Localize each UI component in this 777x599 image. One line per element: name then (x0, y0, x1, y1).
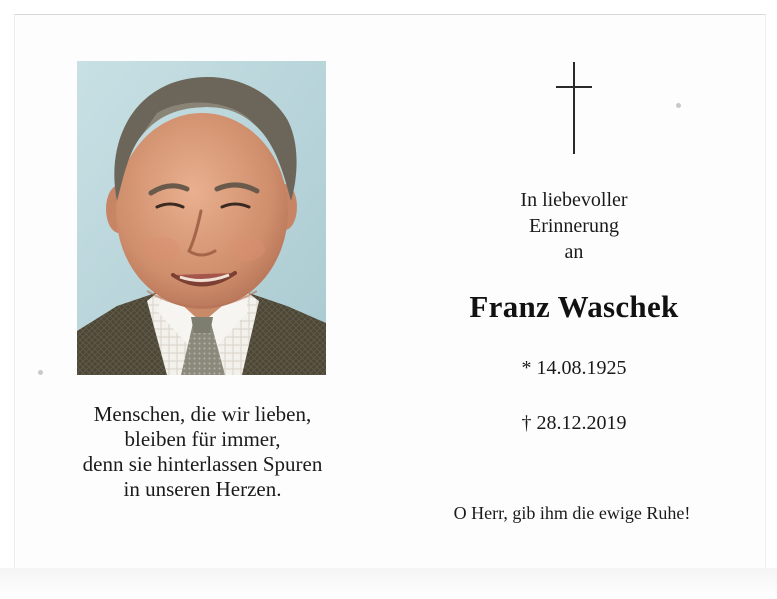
quote-line: in unseren Herzen. (123, 477, 282, 501)
intro-line: Erinnerung (529, 215, 619, 237)
paper-speck (676, 103, 681, 108)
quote-line: denn sie hinterlassen Spuren (82, 452, 323, 476)
quote-line: Menschen, die wir lieben, (93, 402, 312, 426)
deceased-name: Franz Waschek (469, 289, 679, 324)
card-shadow (0, 568, 777, 599)
death-date: † 28.12.2019 (521, 412, 627, 434)
birth-date: * 14.08.1925 (521, 357, 627, 379)
cross-vertical-bar (573, 62, 575, 154)
remembrance-intro (474, 187, 674, 265)
portrait-photo (77, 61, 326, 375)
latin-cross-icon (556, 62, 592, 154)
cross-horizontal-bar (556, 86, 592, 88)
memorial-quote (40, 402, 365, 502)
intro-line: an (564, 241, 584, 263)
paper-speck (38, 370, 43, 375)
quote-line: bleiben für immer, (124, 427, 281, 451)
prayer-line: O Herr, gib ihm die ewige Ruhe! (453, 503, 691, 523)
intro-line: In liebevoller (520, 189, 628, 211)
